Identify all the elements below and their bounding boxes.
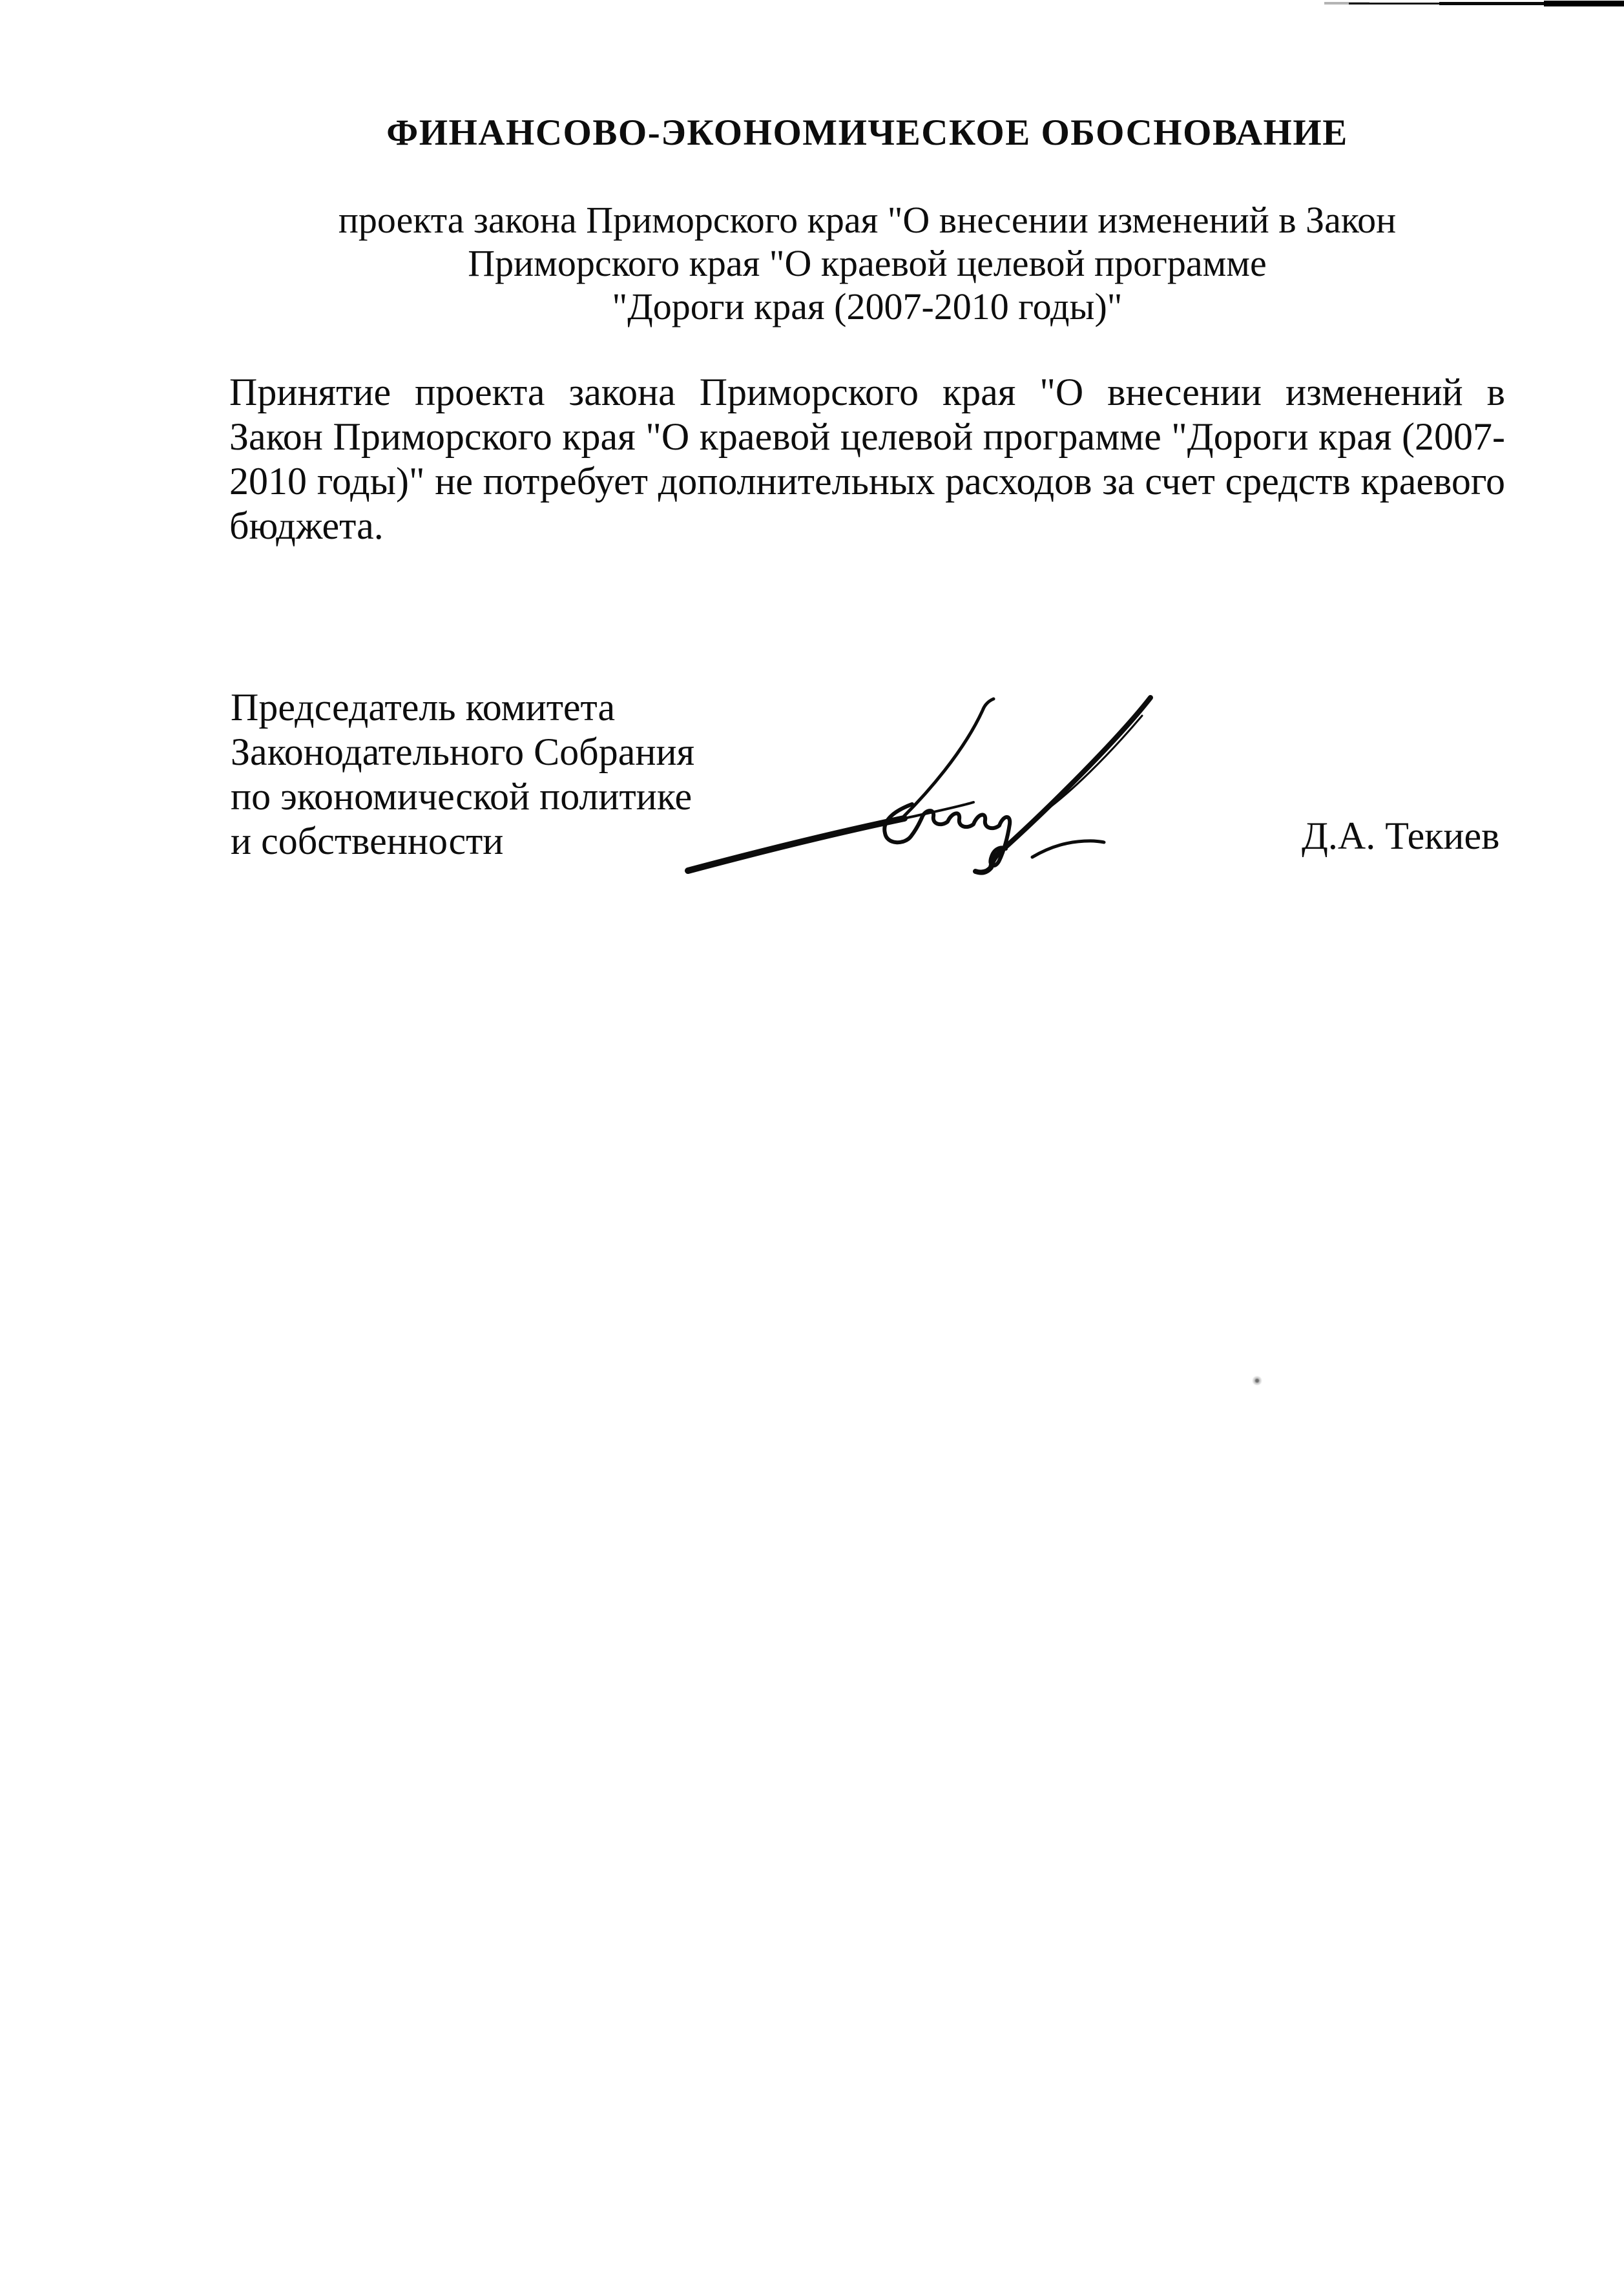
signature-role-line: и собственности — [231, 820, 504, 862]
body-paragraph-line: Закон Приморского края "О краевой целевой программе "Дороги края (2007- — [229, 415, 1505, 458]
signature-role-block — [231, 685, 694, 864]
signature-role-line: по экономической политике — [231, 775, 692, 818]
scan-speck — [1252, 1376, 1262, 1386]
signature-role-line: Председатель комитета — [231, 686, 616, 729]
signature-role-line: Законодательного Собрания — [231, 731, 695, 773]
body-paragraph-line: 2010 годы)" не потребует дополнительных расходов за счет средств краевого — [229, 460, 1505, 503]
document-title: ФИНАНСОВО-ЭКОНОМИЧЕСКОЕ ОБОСНОВАНИЕ — [386, 112, 1348, 153]
handwritten-signature-icon — [682, 691, 1163, 882]
body-paragraph-line: Принятие проекта закона Приморского края "О внесении изменений в — [229, 371, 1505, 413]
subtitle-line: "Дороги края (2007-2010 годы)" — [612, 285, 1123, 327]
body-paragraph-line: бюджета. — [229, 504, 384, 547]
document-subtitle — [229, 198, 1505, 328]
scan-artifact-segment — [1544, 1, 1624, 6]
subtitle-line: Приморского края "О краевой целевой программе — [468, 242, 1267, 284]
signer-name: Д.А. Текиев — [1302, 815, 1500, 857]
body-paragraph — [229, 370, 1505, 548]
scan-artifact-segment — [1439, 2, 1552, 5]
subtitle-line: проекта закона Приморского края "О внесении изменений в Закон — [338, 199, 1397, 241]
